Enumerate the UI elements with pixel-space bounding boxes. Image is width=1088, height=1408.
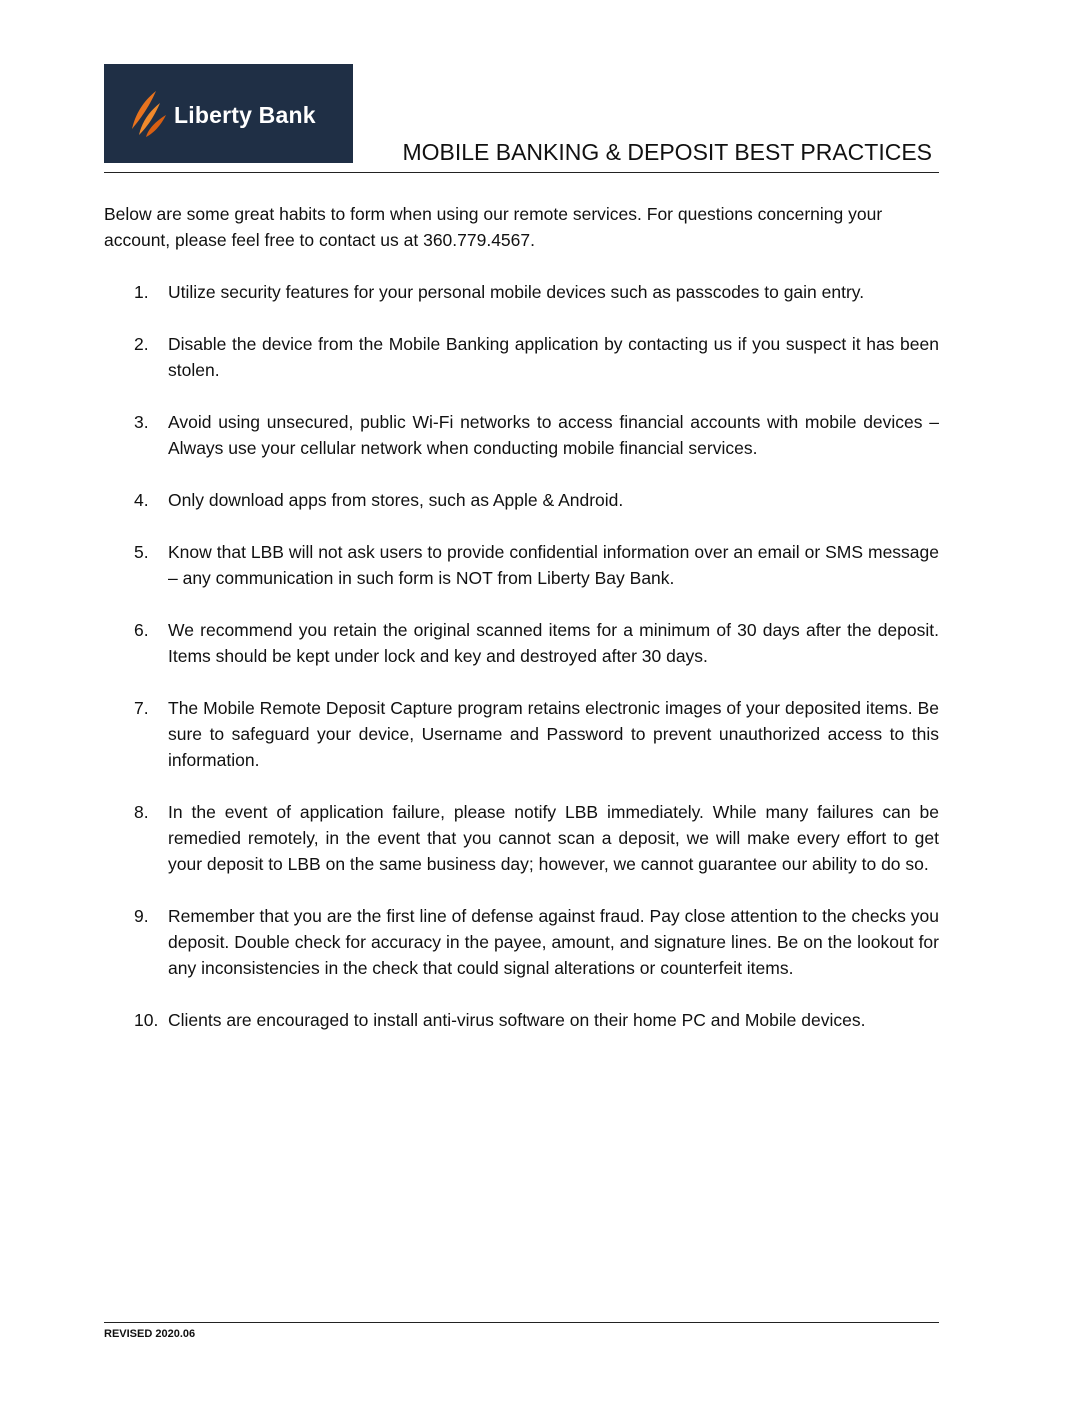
list-item-text: Avoid using unsecured, public Wi-Fi networks to access financial accounts with mobile devices – Always use your cellular network when conducting mobile financial services.	[168, 412, 939, 458]
page-title: MOBILE BANKING & DEPOSIT BEST PRACTICES	[402, 139, 932, 165]
revision-label: REVISED 2020.06	[104, 1328, 196, 1340]
list-item	[104, 695, 939, 773]
list-item-number: 2.	[134, 334, 149, 354]
list-item-text: Know that LBB will not ask users to provide confidential information over an email or SMS message – any communication in such form is NOT from Liberty Bay Bank.	[168, 542, 939, 588]
list-item	[104, 409, 939, 461]
logo	[104, 64, 353, 163]
list-item-text: Clients are encouraged to install anti-virus software on their home PC and Mobile devices.	[168, 1010, 866, 1030]
list-item-number: 9.	[134, 906, 149, 926]
list-item-number: 1.	[134, 282, 149, 302]
list-item	[104, 539, 939, 591]
list-item-number: 5.	[134, 542, 149, 562]
best-practices-list	[104, 279, 939, 1059]
list-item-text: The Mobile Remote Deposit Capture program retains electronic images of your deposited items. Be sure to safeguard your device, Username and Password to prevent unauthorized access to this information.	[168, 698, 939, 770]
list-item-text: Remember that you are the first line of defense against fraud. Pay close attention to the checks you deposit. Double check for accuracy in the payee, amount, and signature lines. Be on the lookout for any inconsistencies in the check that could signal alterations or counterfeit items.	[168, 906, 939, 978]
list-item-number: 8.	[134, 802, 149, 822]
list-item	[104, 799, 939, 877]
list-item-text: In the event of application failure, please notify LBB immediately. While many failures can be remedied remotely, in the event that you cannot scan a deposit, we will make every effort to get your deposit to LBB on the same business day; however, we cannot guarantee our ability to do so.	[168, 802, 939, 874]
footer-divider	[104, 1322, 939, 1323]
logo-text: Liberty Bank	[174, 102, 316, 128]
list-item	[104, 617, 939, 669]
title-divider	[104, 172, 939, 173]
list-item-number: 10.	[134, 1010, 159, 1030]
list-item-text: Only download apps from stores, such as Apple & Android.	[168, 490, 624, 510]
list-item-text: Disable the device from the Mobile Banking application by contacting us if you suspect it has been stolen.	[168, 334, 939, 380]
list-item	[104, 331, 939, 383]
list-item	[104, 279, 939, 305]
list-item	[104, 903, 939, 981]
list-item-number: 6.	[134, 620, 149, 640]
list-item-number: 3.	[134, 412, 149, 432]
list-item	[104, 487, 939, 513]
list-item-number: 4.	[134, 490, 149, 510]
list-item-text: Utilize security features for your personal mobile devices such as passcodes to gain entry.	[168, 282, 865, 302]
sail-swoosh-icon	[126, 89, 170, 139]
intro-paragraph: Below are some great habits to form when using our remote services. For questions concerning your account, please feel free to contact us at 360.779.4567.	[104, 204, 883, 250]
list-item-number: 7.	[134, 698, 149, 718]
list-item	[104, 1007, 939, 1033]
list-item-text: We recommend you retain the original scanned items for a minimum of 30 days after the deposit. Items should be kept under lock and key and destroyed after 30 days.	[168, 620, 939, 666]
